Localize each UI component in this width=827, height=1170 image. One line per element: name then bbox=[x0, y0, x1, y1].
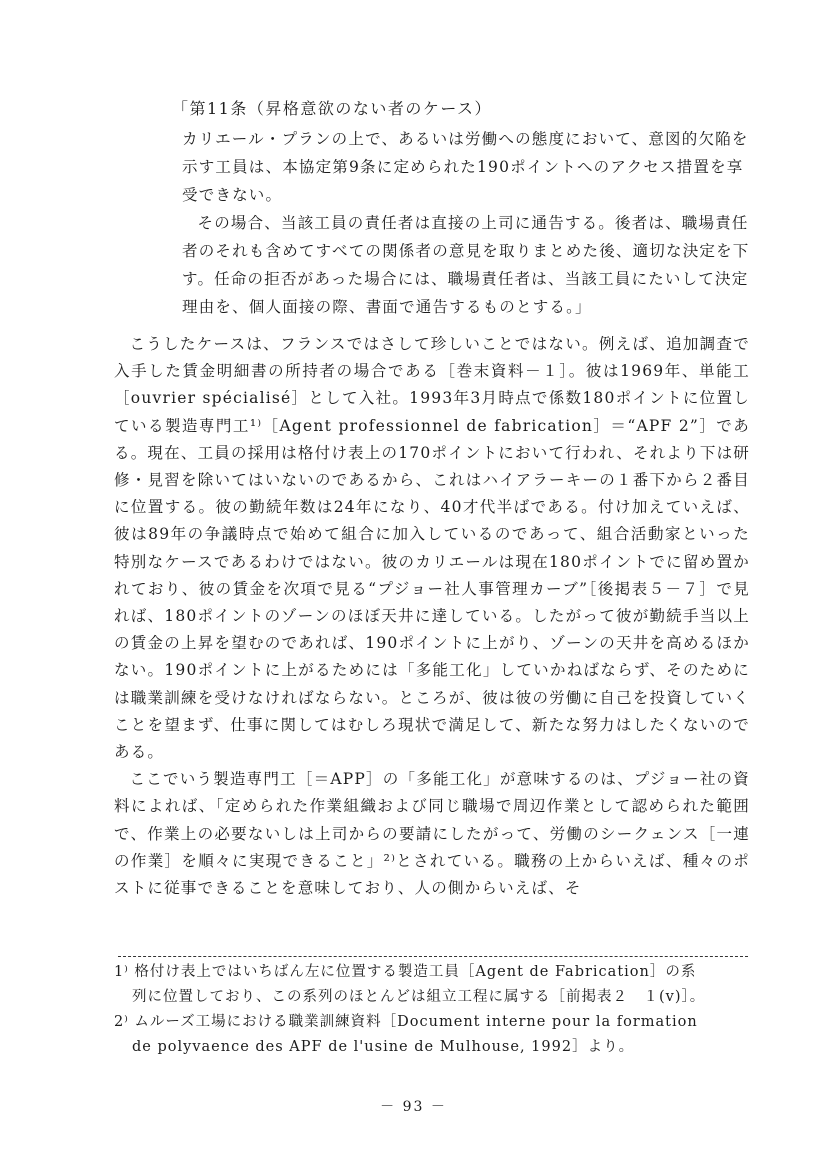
footnote-1: 1⁾ 格付け表上ではいちばん左に位置する製造工員［Agent de Fabrication］の系 bbox=[114, 964, 697, 980]
footnote-2-continued: de polyvaence des APF de l'usine de Mulhouse, 1992］より。 bbox=[132, 1039, 635, 1055]
body-paragraph: ここでいう製造専門工［＝APP］の「多能工化」が意味するのは、プジョー社の資料によれば、「定められた作業組織および同じ職場で周辺作業として認められた範囲で、作業上の必要ないしは上司からの要請にしたがって、労働のシークェンス［一連の作業］を順々に実現できること」²⁾とされている。職務の上からいえば、種々のポストに従事できることを意味しており、人の側からいえば、そ bbox=[114, 770, 750, 898]
quote-paragraph: カリエール・プランの上で、あるいは労働への態度において、意図的欠陥を示す工員は、本協定第9条に定められた190ポイントへのアクセス措置を享受できない。 bbox=[182, 130, 749, 204]
quoted-article bbox=[182, 125, 752, 321]
body-text bbox=[114, 331, 750, 902]
page-number: － 93 － bbox=[380, 1099, 447, 1115]
footnote-2: 2⁾ ムルーズ工場における職業訓練資料［Document interne pour la formation bbox=[114, 1014, 698, 1030]
footnote-1-continued: 列に位置しており、この系列のほとんどは組立工程に属する［前掲表２ １(v)］。 bbox=[132, 989, 706, 1005]
quote-paragraph: その場合、当該工員の責任者は直接の上司に通告する。後者は、職場責任者のそれも含めてすべての関係者の意見を取りまとめた後、適切な決定を下す。任命の拒否があった場合には、職場責任者は、当該工員にたいして決定理由を、個人面接の際、書面で通告するものとする。」 bbox=[182, 214, 750, 316]
article-heading: 「第11条（昇格意欲のない者のケース） bbox=[172, 99, 493, 118]
footnotes bbox=[114, 960, 754, 1060]
footnote-divider bbox=[118, 956, 748, 957]
body-paragraph: こうしたケースは、フランスではさして珍しいことではない。例えば、追加調査で入手した賃金明細書の所持者の場合である［巻末資料－１］。彼は1969年、単能工［ouvrier spécialisé］として入社。1993年3月時点で係数180ポイントに位置している製造専門工¹⁾［Agent professionnel de fabrication］＝“APF 2”］である。現在、工員の採用は格付け表上の170ポイントにおいて行われ、それより下は研修・見習を除いてはいないのであるから、これはハイアラーキーの１番下から２番目に位置する。彼の勤続年数は24年になり、40才代半ばである。付け加えていえば、彼は89年の争議時点で始めて組合に加入しているのであって、組合活動家といった特別なケースであるわけではない。彼のカリエールは現在180ポイントでに留め置かれており、彼の賃金を次項で見る“プジョー社人事管理カーブ”［後掲表５－７］で見れば、180ポイントのゾーンのほぼ天井に達している。したがって彼が勤続手当以上の賃金の上昇を望むのであれば、190ポイントに上がり、ゾーンの天井を高めるほかない。190ポイントに上がるためには「多能工化」していかねばならず、そのためには職業訓練を受けなければならない。ところが、彼は彼の労働に自己を投資していくことを望まず、仕事に関してはむしろ現状で満足して、新たな努力はしたくないのである。 bbox=[114, 335, 750, 762]
